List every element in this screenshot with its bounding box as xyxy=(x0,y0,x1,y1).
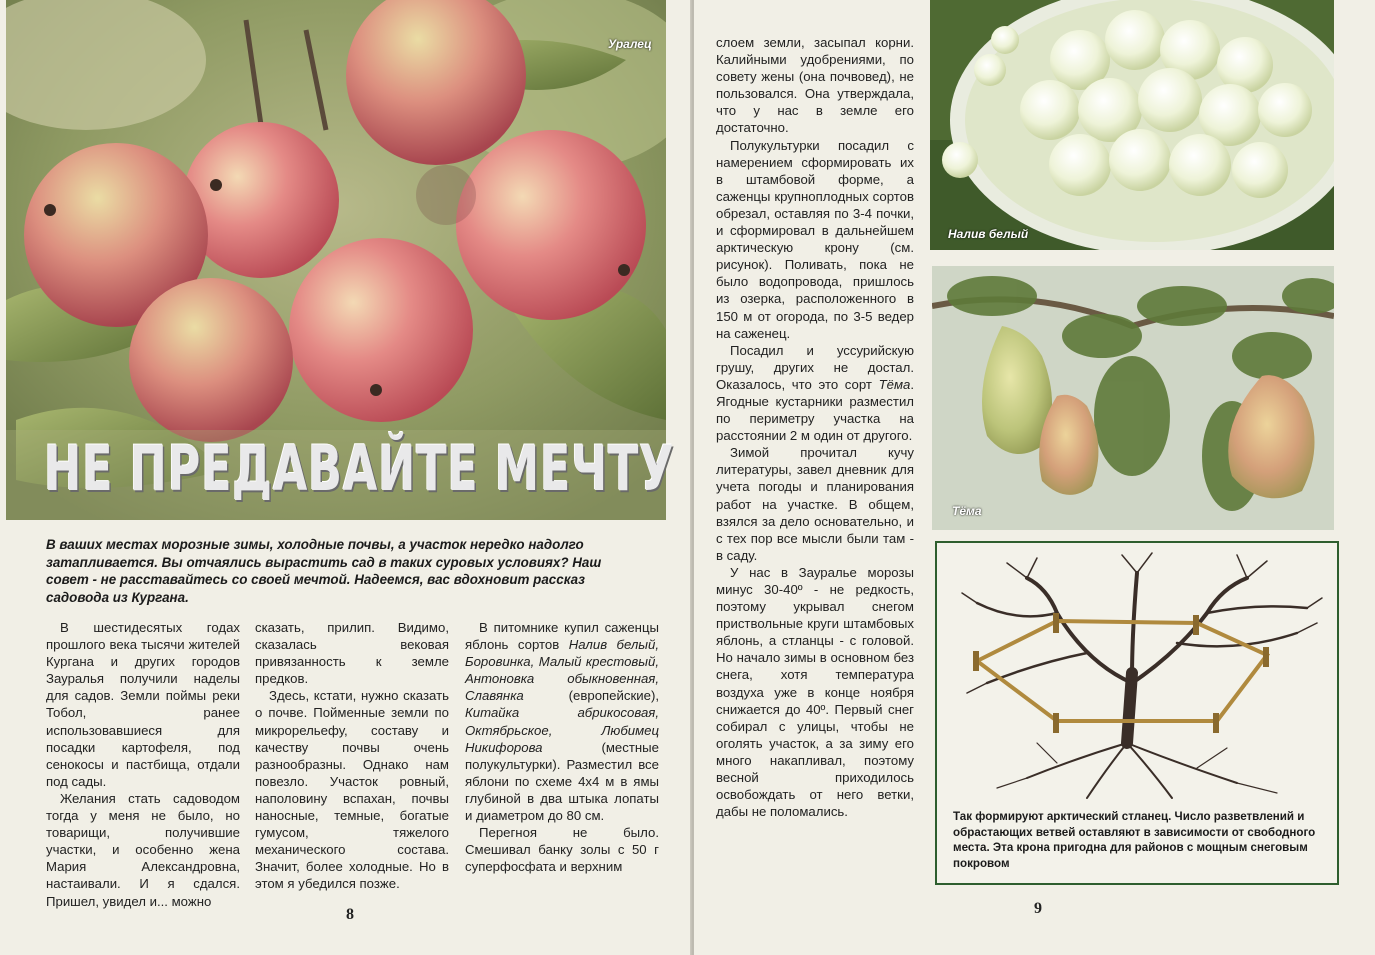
text: В питомнике купил саженцы яблонь сортов xyxy=(465,620,659,653)
white-apples-photo xyxy=(930,0,1334,250)
varieties-european: Налив белый, Боровинка, Малый крестовый, Антоновка обыкновенная, Славянка xyxy=(465,637,659,704)
left-column-3 xyxy=(465,619,659,875)
text: . Ягодные кустарники разместил по периметру участка на расстоянии 2 м один от другого. xyxy=(716,376,914,444)
paragraph-nurseries xyxy=(465,619,659,824)
paragraph: У нас в Зауралье морозы минус 30-40º - не редкость, поэтому укрывал снегом приствольные круги штамбовых яблонь, а стланцы - с головой. Но начало зимы в основном без снега, хотя температура воздуха уже в конце ноября снижается до 40º. Первый снег собирал с улицы, чтобы не оголять участок, а за зиму его много накапливал, поэтому весной приходилось освобождать от него ветки, дабы не поломались. xyxy=(716,564,914,820)
photo-label-tema: Тёма xyxy=(952,504,982,518)
diagram-caption: Так формируют арктический стланец. Число разветвлений и обрастающих ветвей оставляют в зависимости от свободного места. Эта крона пригодна для районов с мощным снеговым покровом xyxy=(953,810,1316,870)
variety-tema: Тёма xyxy=(878,376,911,392)
paragraph-pear xyxy=(716,342,914,445)
left-column-2 xyxy=(255,619,449,893)
right-text-column xyxy=(716,34,914,820)
photo-label-uralets: Уралец xyxy=(608,37,652,51)
page-number-left: 8 xyxy=(346,906,354,923)
text: Посадил и уссурийскую грушу, других не достал. Оказалось, что это сорт xyxy=(716,342,914,392)
arctic-crown-diagram xyxy=(935,541,1339,885)
paragraph: Желания стать садоводом тогда у меня не было, но товарищи, получившие участки, и особенно жена Мария Александровна, настаивали. И я сдался. Пришел, увидел и... можно xyxy=(46,790,240,909)
page-number-right: 9 xyxy=(1034,900,1042,917)
paragraph: Здесь, кстати, нужно сказать о почве. Пойменные земли по микрорельефу, составу и качеству почвы очень разнообразны. Однако нам повезло. Участок ровный, наполовину вспахан, почвы наносные, темные, богатые гумусом, тяжелого механического состава. Значит, более холодные. Но в этом я убедился позже. xyxy=(255,688,449,892)
white-apples-illustration xyxy=(930,0,1334,250)
tree-drawing xyxy=(937,543,1337,803)
pears-illustration xyxy=(932,266,1334,530)
paragraph: Перегноя не было. Смешивал банку золы с 50 г суперфосфата и верхним xyxy=(465,825,659,875)
varieties-local: Китайка абрикосовая, Октябрьское, Любимец Никифорова xyxy=(465,705,659,755)
left-column-1 xyxy=(46,619,240,910)
paragraph: В шестидесятых годах прошлого века тысячи жителей Кургана и других городов Зауралья получили наделы для садов. Земли поймы реки Тобол, ранее использовавшиеся для посадки картофеля, под сенокосы и пастбища, отдали под сады. xyxy=(46,620,240,789)
photo-label-naliv: Налив белый xyxy=(948,227,1029,241)
text: (европейские), xyxy=(523,688,659,704)
text: (местные полукультурки). Разместил все яблони по схеме 4x4 м в ямы глубиной в два штыка лопаты и диаметром до 80 см. xyxy=(465,739,659,824)
lead-paragraph: В ваших местах морозные зимы, холодные почвы, а участок нередко надолго затапливается. Вы отчаялись вырастить сад в таких суровых условиях? Наш совет - не расставайтесь со своей мечтой. Надеемся, вас вдохновит рассказ садовода из Кургана. xyxy=(46,537,602,605)
paragraph: Полукультурки посадил с намерением сформировать их в штамбовой форме, а саженцы крупноплодных сортов обрезал, оставляя по 3-4 почки, и сформировал в дальнейшем арктическую крону (см. рисунок). Поливать, пока не было водопровода, пришлось из озерка, расположенного в 150 м от огорода, по 3-5 ведер на саженец. xyxy=(716,137,914,341)
paragraph: слоем земли, засыпал корни. Калийными удобрениями, по совету жены (она почвовед), не пользовался. Она утверждала, что у нас в земле его достаточно. xyxy=(716,35,914,136)
pears-photo xyxy=(932,266,1334,530)
paragraph: сказать, прилип. Видимо, сказалась вековая привязанность к земле предков. xyxy=(255,620,449,687)
paragraph: Зимой прочитал кучу литературы, завел дневник для учета погоды и планирования работ на участке. В общем, взялся за дело основательно, и с тех пор все мысли были там - в саду. xyxy=(716,445,914,563)
article-title: НЕ ПРЕДАВАЙТЕ МЕЧТУ xyxy=(44,432,675,505)
